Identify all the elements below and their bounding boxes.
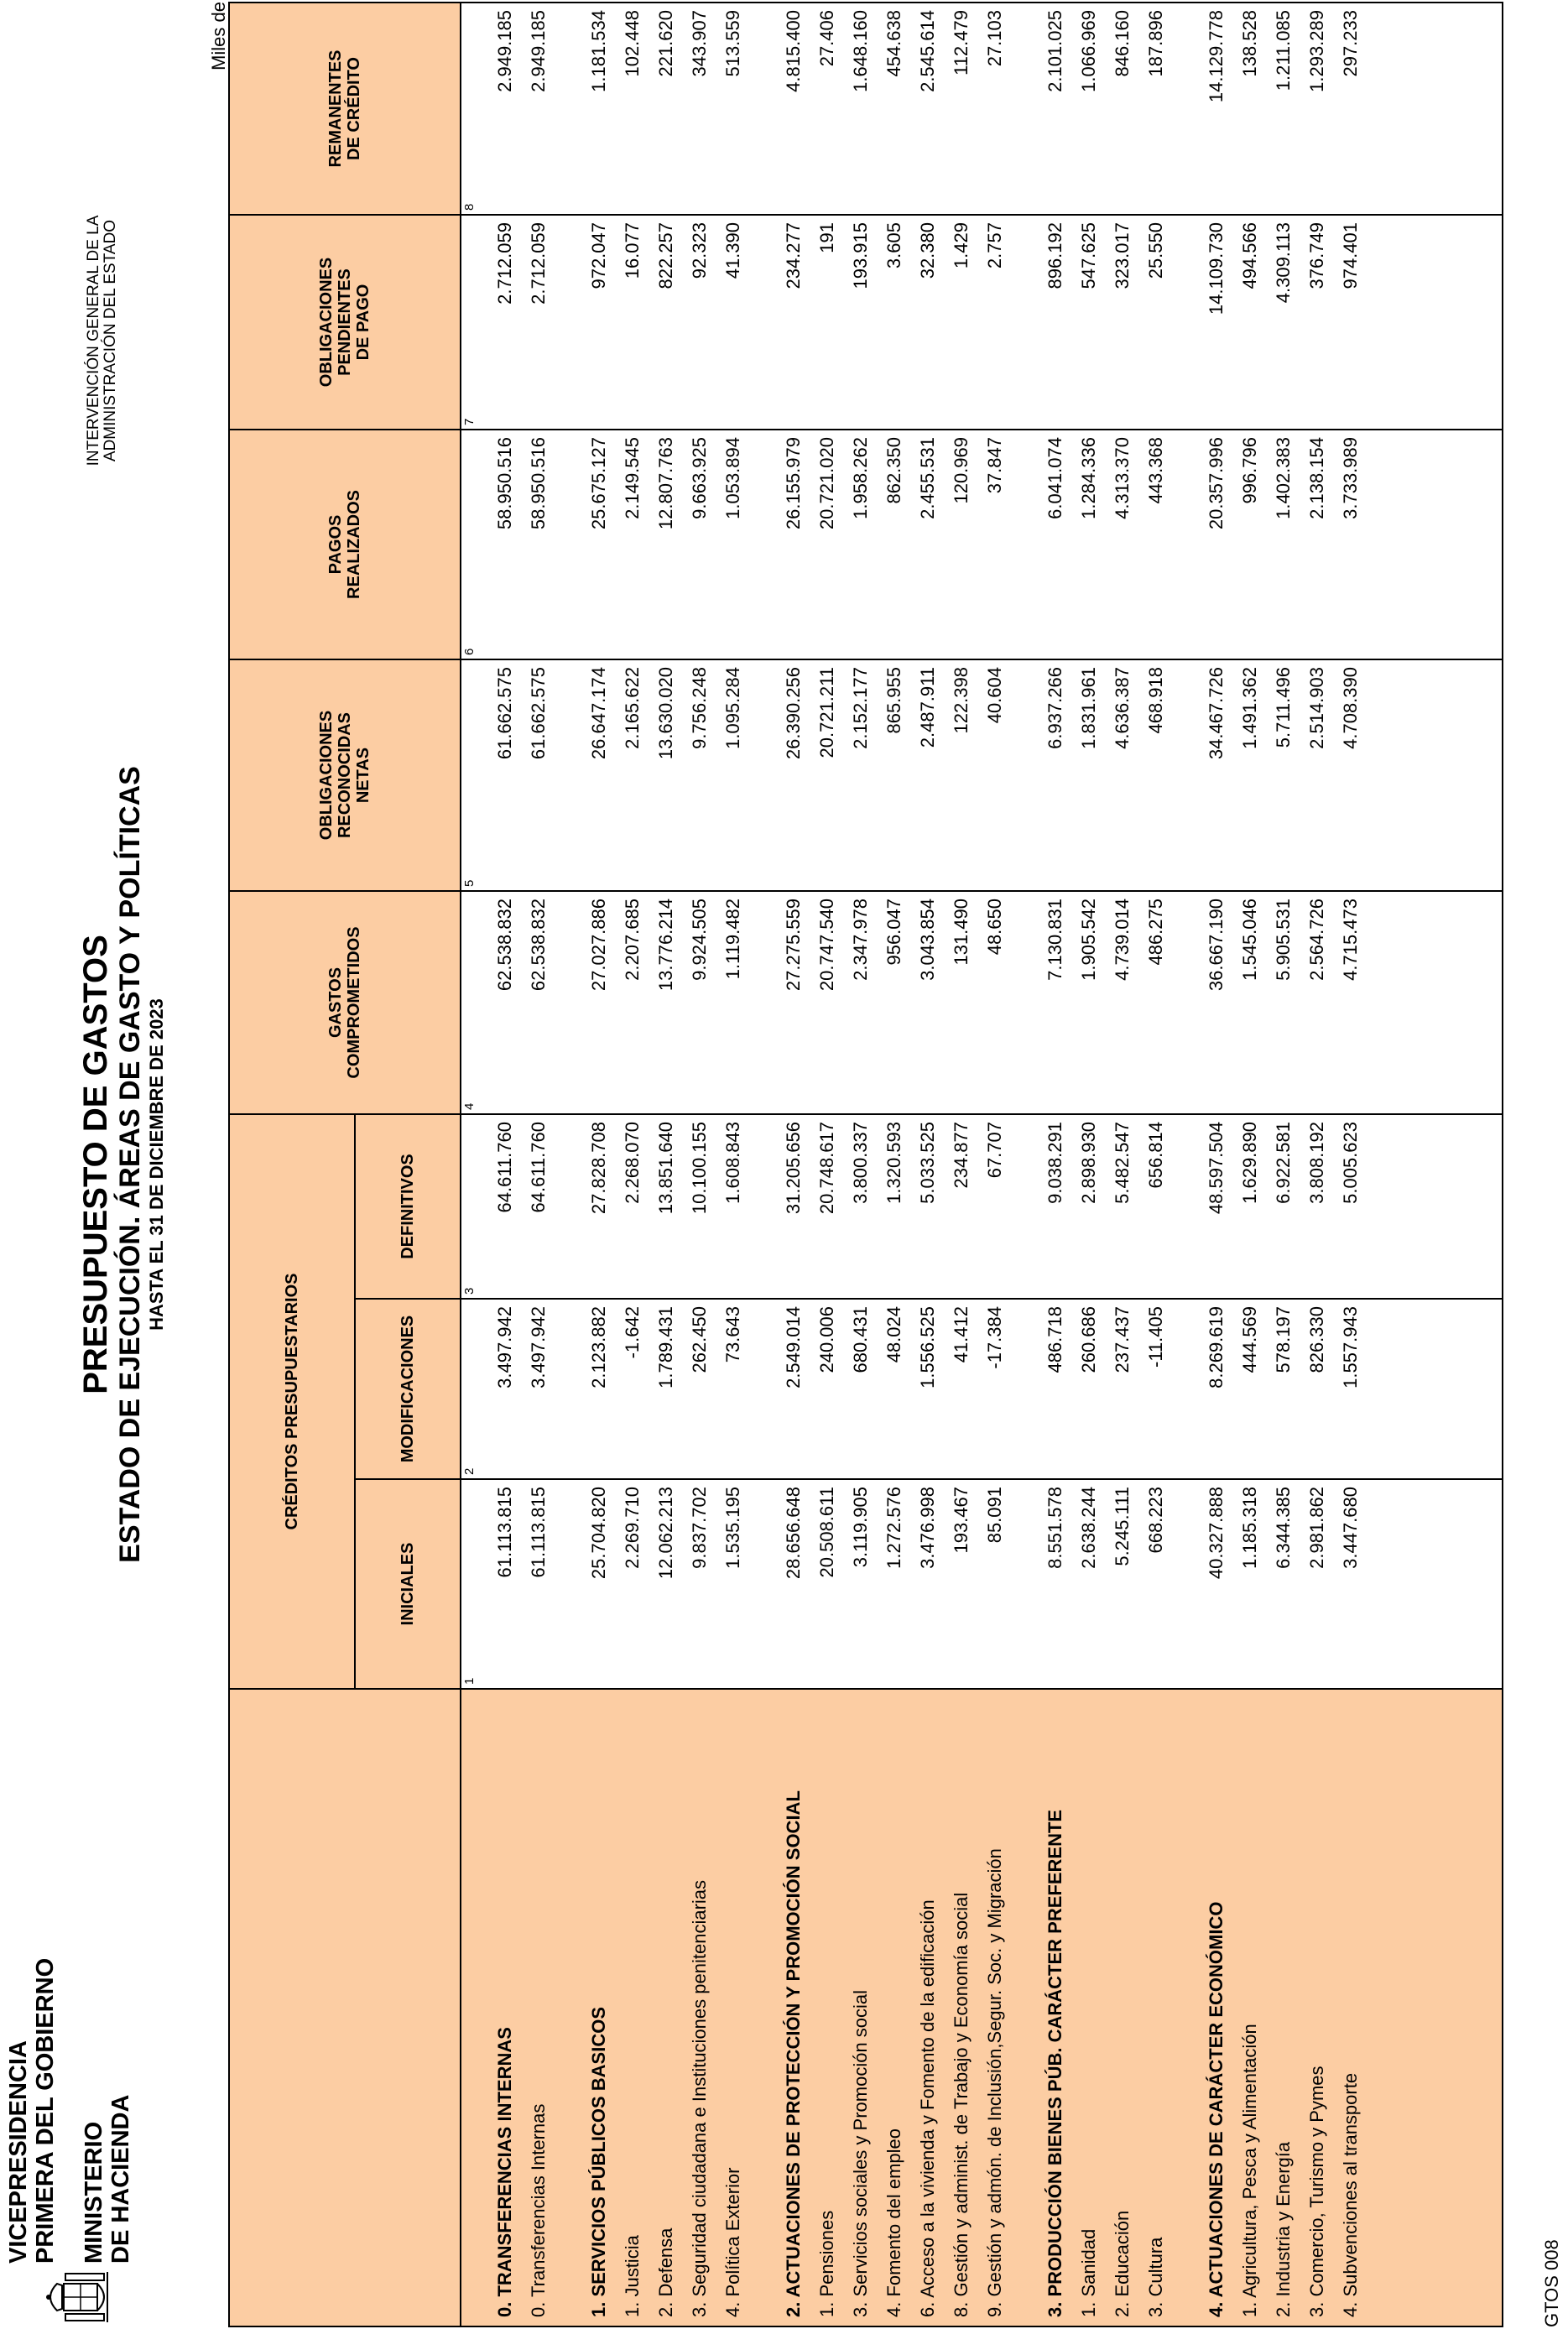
policy-value: 20.508.611 xyxy=(816,1487,837,1578)
policy-value: 1.320.593 xyxy=(883,1122,904,1204)
area-value: 972.047 xyxy=(588,222,609,289)
policy-value: 9.756.248 xyxy=(689,667,710,749)
area-value: 896.192 xyxy=(1044,222,1065,289)
header-pagos xyxy=(229,430,461,659)
policy-value: 2.347.978 xyxy=(850,899,871,981)
policy-value: 1.958.262 xyxy=(850,437,871,519)
policy-value: 444.569 xyxy=(1239,1306,1260,1373)
vicepresidencia-line-2: PRIMERA DEL GOBIERNO xyxy=(32,1957,59,2264)
area-value: 14.129.778 xyxy=(1206,10,1227,103)
policy-label: 2. Defensa xyxy=(655,2227,676,2317)
policy-value: 2.638.244 xyxy=(1078,1487,1099,1569)
policy-value: 37.847 xyxy=(984,437,1005,494)
area-value: 6.937.266 xyxy=(1044,667,1065,749)
policy-value: 486.275 xyxy=(1145,899,1166,966)
column-number: 8 xyxy=(462,203,477,211)
column-number: 1 xyxy=(462,1677,477,1685)
policy-value: 3.476.998 xyxy=(917,1487,938,1569)
ministerio-line-2: DE HACIENDA xyxy=(107,2094,134,2264)
title-sub: ESTADO DE EJECUCIÓN. ÁREAS DE GASTO Y POLÍTICAS xyxy=(114,766,146,1563)
policy-value: 1.119.482 xyxy=(722,899,743,980)
policy-value: 1.557.943 xyxy=(1340,1306,1361,1389)
area-value: 26.155.979 xyxy=(783,437,804,530)
area-value: 2.712.059 xyxy=(494,222,515,305)
header-gastos-line-2: COMPROMETIDOS xyxy=(345,926,363,1079)
policy-value: 862.350 xyxy=(883,437,904,504)
policy-value: 578.197 xyxy=(1273,1306,1294,1373)
header-obligaciones-line-2: RECONOCIDAS xyxy=(336,712,354,839)
policy-value: 1.629.890 xyxy=(1239,1122,1260,1204)
policy-value: 2.455.531 xyxy=(917,437,938,519)
policy-value: 122.398 xyxy=(951,667,972,734)
policy-value: 16.077 xyxy=(622,222,643,279)
column-number: 4 xyxy=(462,1102,477,1110)
area-value: 2.949.185 xyxy=(494,10,515,92)
policy-value: 2.165.622 xyxy=(622,667,643,749)
column-modificaciones xyxy=(461,1299,1503,1479)
policy-value: 4.309.113 xyxy=(1273,222,1294,304)
policy-value: 974.401 xyxy=(1340,222,1361,289)
policy-value: 73.643 xyxy=(722,1306,743,1363)
policy-label: 2. Industria y Energía xyxy=(1273,2141,1294,2317)
policy-value: 191 xyxy=(816,222,837,253)
area-value: 27.027.886 xyxy=(588,899,609,992)
area-value: 2.101.025 xyxy=(1044,10,1065,92)
policy-value: 443.368 xyxy=(1145,437,1166,504)
policy-value: 9.663.925 xyxy=(689,437,710,519)
area-value: 36.667.190 xyxy=(1206,899,1227,992)
policy-value: 6.344.385 xyxy=(1273,1487,1294,1569)
policy-value: 5.245.111 xyxy=(1112,1487,1133,1566)
policy-value: 2.138.154 xyxy=(1306,437,1327,519)
policy-value: 996.796 xyxy=(1239,437,1260,504)
column-pagos-realizados xyxy=(461,430,1503,659)
policy-label: 3. Cultura xyxy=(1145,2237,1166,2317)
policy-value: 12.807.763 xyxy=(655,437,676,530)
policy-label: 3. Servicios sociales y Promoción social xyxy=(850,1989,871,2317)
footer-code: GTOS 008 xyxy=(1541,2239,1562,2327)
column-obligaciones-pendientes xyxy=(461,215,1503,430)
policy-value: 9.924.505 xyxy=(689,899,710,981)
policy-value: 513.559 xyxy=(722,10,743,77)
area-value: 34.467.726 xyxy=(1206,667,1227,760)
policy-label: 9. Gestión y admón. de Inclusión,Segur. Soc. y Migración xyxy=(984,1848,1005,2317)
policy-value: 1.211.085 xyxy=(1273,10,1294,91)
area-value: 9.038.291 xyxy=(1044,1122,1065,1204)
area-value: 25.704.820 xyxy=(588,1487,609,1580)
policy-value: 2.981.862 xyxy=(1306,1487,1327,1569)
category-column xyxy=(461,1689,1503,2326)
policy-value: 1.095.284 xyxy=(722,667,743,749)
area-value: 27.828.708 xyxy=(588,1122,609,1215)
policy-value: 10.100.155 xyxy=(689,1122,710,1215)
policy-value: 2.757 xyxy=(984,222,1005,269)
policy-value: 187.896 xyxy=(1145,10,1166,77)
policy-value: 48.024 xyxy=(883,1306,904,1363)
column-number: 3 xyxy=(462,1287,477,1295)
policy-value: 62.538.832 xyxy=(528,899,549,992)
policy-value: 1.272.576 xyxy=(883,1487,904,1569)
header-modificaciones: MODIFICACIONES xyxy=(355,1299,461,1479)
policy-value: 13.851.640 xyxy=(655,1122,676,1215)
policy-value: 2.949.185 xyxy=(528,10,549,92)
policy-value: 3.043.854 xyxy=(917,899,938,981)
policy-value: 3.808.192 xyxy=(1306,1122,1327,1204)
policy-value: 2.898.930 xyxy=(1078,1122,1099,1204)
column-gastos-comprometidos xyxy=(461,891,1503,1114)
policy-value: 13.776.214 xyxy=(655,899,676,992)
area-value: 8.269.619 xyxy=(1206,1306,1227,1389)
policy-value: 58.950.516 xyxy=(528,437,549,530)
policy-value: 2.514.903 xyxy=(1306,667,1327,749)
area-value: 25.675.127 xyxy=(588,437,609,530)
area-label: 1. SERVICIOS PÚBLICOS BASICOS xyxy=(588,2006,609,2317)
policy-label: 1. Agricultura, Pesca y Alimentación xyxy=(1239,2024,1260,2317)
policy-value: 32.380 xyxy=(917,222,938,279)
policy-value: 40.604 xyxy=(984,667,1005,724)
area-value: 4.815.400 xyxy=(783,10,804,92)
area-label: 4. ACTUACIONES DE CARÁCTER ECONÓMICO xyxy=(1206,1901,1227,2317)
policy-value: 468.918 xyxy=(1145,667,1166,734)
header-pagos-line-2: REALIZADOS xyxy=(345,490,363,599)
policy-value: 4.636.387 xyxy=(1112,667,1133,749)
area-value: 2.123.882 xyxy=(588,1306,609,1389)
header-obligaciones xyxy=(229,659,461,891)
area-value: 40.327.888 xyxy=(1206,1487,1227,1580)
vicepresidencia-line-1: VICEPRESIDENCIA xyxy=(5,2040,32,2264)
policy-value: 9.837.702 xyxy=(689,1487,710,1569)
policy-value: 4.313.370 xyxy=(1112,437,1133,519)
policy-value: 1.905.542 xyxy=(1078,899,1099,981)
policy-value: 2.564.726 xyxy=(1306,899,1327,981)
ministerio-line-1: MINISTERIO xyxy=(81,2121,107,2264)
policy-label: 1. Justicia xyxy=(622,2235,643,2317)
policy-value: 2.269.710 xyxy=(622,1487,643,1569)
area-value: 61.662.575 xyxy=(494,667,515,760)
policy-value: 1.648.160 xyxy=(850,10,871,92)
policy-value: 25.550 xyxy=(1145,222,1166,279)
policy-value: 61.662.575 xyxy=(528,667,549,760)
column-number: 7 xyxy=(462,418,477,425)
policy-value: 3.119.905 xyxy=(850,1487,871,1568)
policy-value: 1.284.336 xyxy=(1078,437,1099,519)
column-number: 6 xyxy=(462,648,477,655)
area-label: 2. ACTUACIONES DE PROTECCIÓN Y PROMOCIÓN SOCIAL xyxy=(783,1790,804,2317)
policy-value: 64.611.760 xyxy=(528,1122,549,1213)
policy-value: 41.412 xyxy=(951,1306,972,1363)
policy-value: 454.638 xyxy=(883,10,904,77)
policy-value: 102.448 xyxy=(622,10,643,77)
policy-value: 656.814 xyxy=(1145,1122,1166,1189)
policy-value: 826.330 xyxy=(1306,1306,1327,1373)
policy-value: 956.047 xyxy=(883,899,904,966)
area-label: 0. TRANSFERENCIAS INTERNAS xyxy=(494,2027,515,2317)
policy-label: 2. Educación xyxy=(1112,2210,1133,2317)
policy-value: 1.491.362 xyxy=(1239,667,1260,749)
policy-value: 5.482.547 xyxy=(1112,1122,1133,1204)
area-value: 20.357.996 xyxy=(1206,437,1227,530)
header-remanentes-line-1: REMANENTES xyxy=(326,49,345,168)
policy-value: 20.748.617 xyxy=(816,1122,837,1215)
area-value: 62.538.832 xyxy=(494,899,515,992)
header-gastos xyxy=(229,891,461,1114)
area-value: 48.597.504 xyxy=(1206,1122,1227,1215)
policy-label: 8. Gestión y administ. de Trabajo y Economía social xyxy=(951,1892,972,2317)
area-value: 31.205.656 xyxy=(783,1122,804,1215)
policy-value: 131.490 xyxy=(951,899,972,966)
policy-value: 1.608.843 xyxy=(722,1122,743,1204)
column-number: 2 xyxy=(462,1467,477,1475)
policy-value: 1.556.525 xyxy=(917,1306,938,1389)
area-value: 1.181.534 xyxy=(588,10,609,92)
policy-value: 240.006 xyxy=(816,1306,837,1373)
policy-value: 6.922.581 xyxy=(1273,1122,1294,1204)
policy-value: 2.268.070 xyxy=(622,1122,643,1204)
policy-value: 2.207.685 xyxy=(622,899,643,981)
policy-value: 846.160 xyxy=(1112,10,1133,77)
area-value: 64.611.760 xyxy=(494,1122,515,1213)
header-obligaciones-line-1: OBLIGACIONES xyxy=(317,710,336,841)
policy-value: -11.405 xyxy=(1145,1306,1166,1368)
policy-value: 85.091 xyxy=(984,1487,1005,1544)
header-remanentes xyxy=(229,3,461,215)
units-label: Miles de xyxy=(208,2,229,70)
policy-label: 1. Pensiones xyxy=(816,2210,837,2317)
header-remanentes-line-2: DE CRÉDITO xyxy=(345,57,363,160)
policy-value: 4.715.473 xyxy=(1340,899,1361,981)
policy-value: 1.535.195 xyxy=(722,1487,743,1569)
area-value: 2.549.014 xyxy=(783,1306,804,1389)
area-value: 486.718 xyxy=(1044,1306,1065,1373)
policy-value: 112.479 xyxy=(951,10,972,76)
policy-value: 20.721.020 xyxy=(816,437,837,530)
policy-value: 41.390 xyxy=(722,222,743,279)
policy-value: 262.450 xyxy=(689,1306,710,1373)
header-iniciales: INICIALES xyxy=(355,1479,461,1689)
policy-value: 668.223 xyxy=(1145,1487,1166,1554)
policy-label: 1. Sanidad xyxy=(1078,2228,1099,2317)
policy-value: 343.907 xyxy=(689,10,710,77)
policy-value: 193.915 xyxy=(850,222,871,289)
policy-value: 5.033.525 xyxy=(917,1122,938,1204)
igae-header xyxy=(86,148,119,534)
policy-value: -1.642 xyxy=(622,1306,643,1359)
header-obligaciones-line-3: NETAS xyxy=(354,747,372,804)
policy-value: 20.747.540 xyxy=(816,899,837,992)
policy-value: 547.625 xyxy=(1078,222,1099,289)
policy-value: 1.053.894 xyxy=(722,437,743,519)
header-creditos: CRÉDITOS PRESUPUESTARIOS xyxy=(229,1114,355,1689)
area-value: 27.275.559 xyxy=(783,899,804,992)
policy-value: 323.017 xyxy=(1112,222,1133,289)
policy-value: 5.005.623 xyxy=(1340,1122,1361,1204)
policy-value: 13.630.020 xyxy=(655,667,676,760)
policy-value: 2.149.545 xyxy=(622,437,643,519)
header-pendientes-line-1: OBLIGACIONES xyxy=(317,257,336,388)
policy-value: 234.877 xyxy=(951,1122,972,1189)
policy-value: 376.749 xyxy=(1306,222,1327,289)
policy-value: 138.528 xyxy=(1239,10,1260,77)
policy-value: 260.686 xyxy=(1078,1306,1099,1373)
policy-value: 20.721.211 xyxy=(816,667,837,758)
policy-value: -17.384 xyxy=(984,1306,1005,1369)
policy-value: 5.711.496 xyxy=(1273,667,1294,748)
policy-value: 27.103 xyxy=(984,10,1005,67)
policy-value: 3.605 xyxy=(883,222,904,269)
policy-value: 3.733.989 xyxy=(1340,437,1361,519)
header-pendientes-line-3: DE PAGO xyxy=(354,284,372,361)
policy-value: 1.293.289 xyxy=(1306,10,1327,92)
area-value: 3.497.942 xyxy=(494,1306,515,1389)
policy-value: 822.257 xyxy=(655,222,676,289)
policy-value: 193.467 xyxy=(951,1487,972,1554)
policy-value: 494.566 xyxy=(1239,222,1260,289)
area-value: 14.109.730 xyxy=(1206,222,1227,315)
policy-value: 1.545.046 xyxy=(1239,899,1260,981)
policy-value: 5.905.531 xyxy=(1273,899,1294,981)
area-value: 26.647.174 xyxy=(588,667,609,760)
budget-table xyxy=(228,2,1503,2327)
column-definitivos xyxy=(461,1114,1503,1299)
column-obligaciones-reconocidas xyxy=(461,659,1503,891)
header-pendientes-line-2: PENDIENTES xyxy=(336,268,354,376)
policy-value: 1.185.318 xyxy=(1239,1487,1260,1569)
area-value: 26.390.256 xyxy=(783,667,804,760)
title-date: HASTA EL 31 DE DICIEMBRE DE 2023 xyxy=(146,998,167,1331)
header-pagos-line-1: PAGOS xyxy=(326,514,345,575)
area-value: 6.041.074 xyxy=(1044,437,1065,519)
policy-value: 865.955 xyxy=(883,667,904,734)
policy-label: 0. Transferencias Internas xyxy=(528,2103,549,2317)
area-value: 7.130.831 xyxy=(1044,899,1065,981)
area-value: 8.551.578 xyxy=(1044,1487,1065,1569)
policy-value: 221.620 xyxy=(655,10,676,77)
policy-value: 1.831.961 xyxy=(1078,667,1099,749)
policy-value: 12.062.213 xyxy=(655,1487,676,1580)
policy-value: 297.233 xyxy=(1340,10,1361,77)
policy-value: 27.406 xyxy=(816,10,837,67)
policy-value: 3.800.337 xyxy=(850,1122,871,1204)
policy-value: 4.739.014 xyxy=(1112,899,1133,981)
policy-value: 680.431 xyxy=(850,1306,871,1373)
policy-value: 2.152.177 xyxy=(850,667,871,749)
policy-value: 3.497.942 xyxy=(528,1306,549,1389)
area-value: 28.656.648 xyxy=(783,1487,804,1580)
policy-value: 237.437 xyxy=(1112,1306,1133,1373)
igae-line-1: INTERVENCIÓN GENERAL DE LA xyxy=(85,215,102,466)
column-remanentes xyxy=(461,3,1503,215)
column-number: 5 xyxy=(462,879,477,887)
policy-value: 2.487.911 xyxy=(917,667,938,748)
policy-value: 1.066.969 xyxy=(1078,10,1099,92)
policy-value: 1.429 xyxy=(951,222,972,269)
policy-value: 67.707 xyxy=(984,1122,1005,1179)
policy-label: 3. Seguridad ciudadana e Instituciones penitenciarias xyxy=(689,1879,710,2317)
policy-label: 4. Política Exterior xyxy=(722,2167,743,2317)
policy-value: 61.113.815 xyxy=(528,1487,549,1578)
header-definitivos: DEFINITIVOS xyxy=(355,1114,461,1299)
policy-value: 2.712.059 xyxy=(528,222,549,305)
area-value: 234.277 xyxy=(783,222,804,289)
policy-label: 4. Fomento del empleo xyxy=(883,2128,904,2317)
header-blank xyxy=(229,1689,461,2326)
policy-value: 1.402.383 xyxy=(1273,437,1294,519)
title-main: PRESUPUESTO DE GASTOS xyxy=(77,935,114,1394)
area-value: 58.950.516 xyxy=(494,437,515,530)
header-pendientes xyxy=(229,215,461,430)
policy-value: 120.969 xyxy=(951,437,972,504)
header-gastos-line-1: GASTOS xyxy=(326,967,345,1039)
policy-label: 3. Comercio, Turismo y Pymes xyxy=(1306,2066,1327,2317)
policy-value: 1.789.431 xyxy=(655,1306,676,1389)
area-label: 3. PRODUCCIÓN BIENES PÚB. CARÁCTER PREFERENTE xyxy=(1044,1809,1065,2317)
policy-value: 2.545.614 xyxy=(917,10,938,92)
policy-value: 4.708.390 xyxy=(1340,667,1361,749)
igae-line-2: ADMINISTRACIÓN DEL ESTADO xyxy=(102,219,119,462)
policy-label: 6. Acceso a la vivienda y Fomento de la edificación xyxy=(917,1899,938,2317)
policy-value: 3.447.680 xyxy=(1340,1487,1361,1569)
area-value: 61.113.815 xyxy=(494,1487,515,1578)
policy-value: 92.323 xyxy=(689,222,710,279)
column-iniciales xyxy=(461,1479,1503,1689)
policy-label: 4. Subvenciones al transporte xyxy=(1340,2072,1361,2317)
policy-value: 48.650 xyxy=(984,899,1005,956)
